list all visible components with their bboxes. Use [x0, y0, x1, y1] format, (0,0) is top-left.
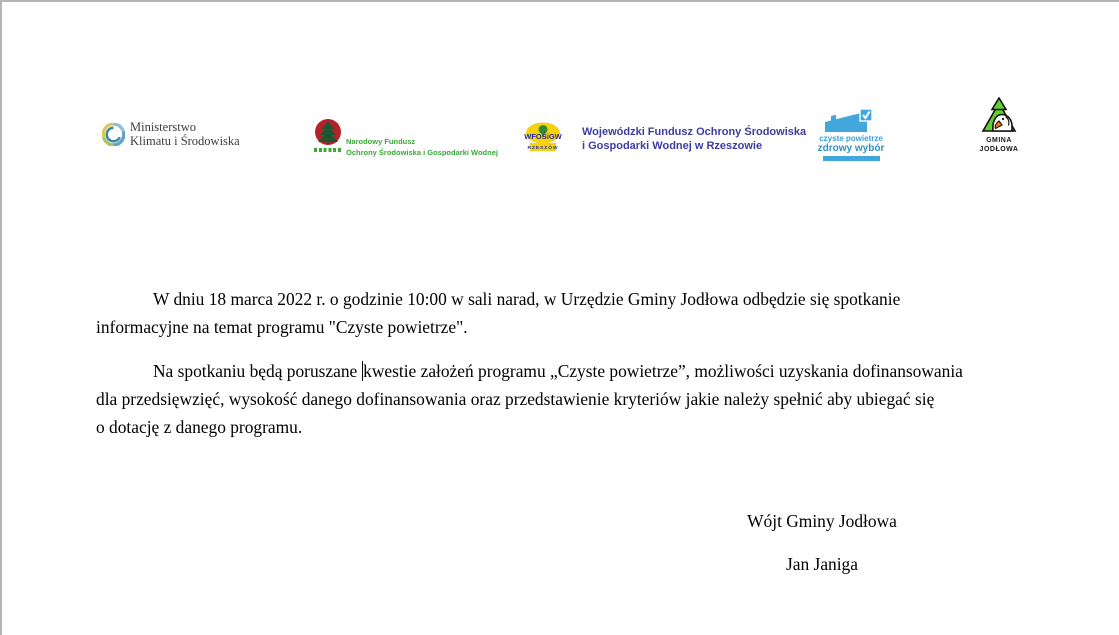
czyste-powietrze-bar: [823, 156, 880, 161]
ministry-logo-line2: Klimatu i Środowiska: [130, 133, 240, 148]
ministry-swirl-icon: [102, 123, 125, 146]
signature-name: Jan Janiga: [786, 554, 858, 574]
nfosigw-logo-text: [346, 136, 498, 158]
wfosigw-emblem-subtext: RZESZÓW: [527, 146, 559, 151]
logo-nfosigw: [314, 118, 498, 158]
paragraph-2[interactable]: [96, 357, 963, 441]
czyste-powietrze-house-icon: [823, 108, 880, 133]
paragraph-line: dla przedsięwzięć, wysokość danego dofinansowania oraz przedstawienie kryteriów jakie należy spełnić aby ubiegać się: [96, 389, 935, 409]
paragraph-1[interactable]: [96, 285, 900, 341]
ministry-logo-line1: Ministerstwo: [130, 120, 196, 134]
wfosigw-emblem-text: WFOŚiGW: [524, 132, 562, 141]
text-after-cursor: kwestie założeń programu „Czyste powietrze”, możliwości uzyskania dofinansowania: [363, 361, 963, 381]
paragraph-line: [96, 357, 963, 385]
paragraph-line: informacyjne na temat programu "Czyste powietrze".: [96, 317, 468, 337]
gmina-jodlowa-line2: JODŁOWA: [979, 145, 1019, 153]
paragraph-line: W dniu 18 marca 2022 r. o godzinie 10:00 w sali narad, w Urzędzie Gminy Jodłowa odbędzie się spotkanie: [153, 289, 901, 309]
wfosigw-logo-line1: Wojewódzki Fundusz Ochrony Środowiska: [582, 126, 807, 138]
gmina-jodlowa-line1: GMINA: [986, 137, 1012, 144]
logo-czyste-powietrze: [817, 108, 885, 161]
logo-gmina-jodlowa: [974, 97, 1024, 154]
czyste-powietrze-line2: zdrowy wybór: [817, 143, 885, 154]
czyste-powietrze-line1: czyste powietrze: [819, 134, 883, 143]
nfosigw-logo-line1: Narodowy Fundusz: [346, 137, 416, 146]
nfosigw-dashes: [314, 148, 342, 152]
logo-wfosigw-emblem: [521, 122, 565, 152]
logo-ministerstwo-klimatu: [102, 121, 240, 148]
gmina-jodlowa-text: [980, 137, 1019, 154]
text-before-cursor: Na spotkaniu będą poruszane: [153, 361, 362, 381]
wfosigw-emblem-icon: [521, 122, 565, 152]
logo-wfosigw-text: [582, 125, 806, 153]
gmina-jodlowa-goose-icon: [979, 97, 1019, 135]
paragraph-line: o dotację z danego programu.: [96, 417, 303, 437]
wfosigw-logo-line2: i Gospodarki Wodnej w Rzeszowie: [582, 140, 763, 152]
nfosigw-emblem: [314, 118, 342, 158]
nfosigw-logo-line2: Ochrony Środowiska i Gospodarki Wodnej: [346, 148, 498, 157]
nfosigw-tree-icon: [314, 118, 342, 146]
ministry-logo-text: [130, 121, 240, 148]
signature-title: Wójt Gminy Jodłowa: [747, 511, 897, 531]
